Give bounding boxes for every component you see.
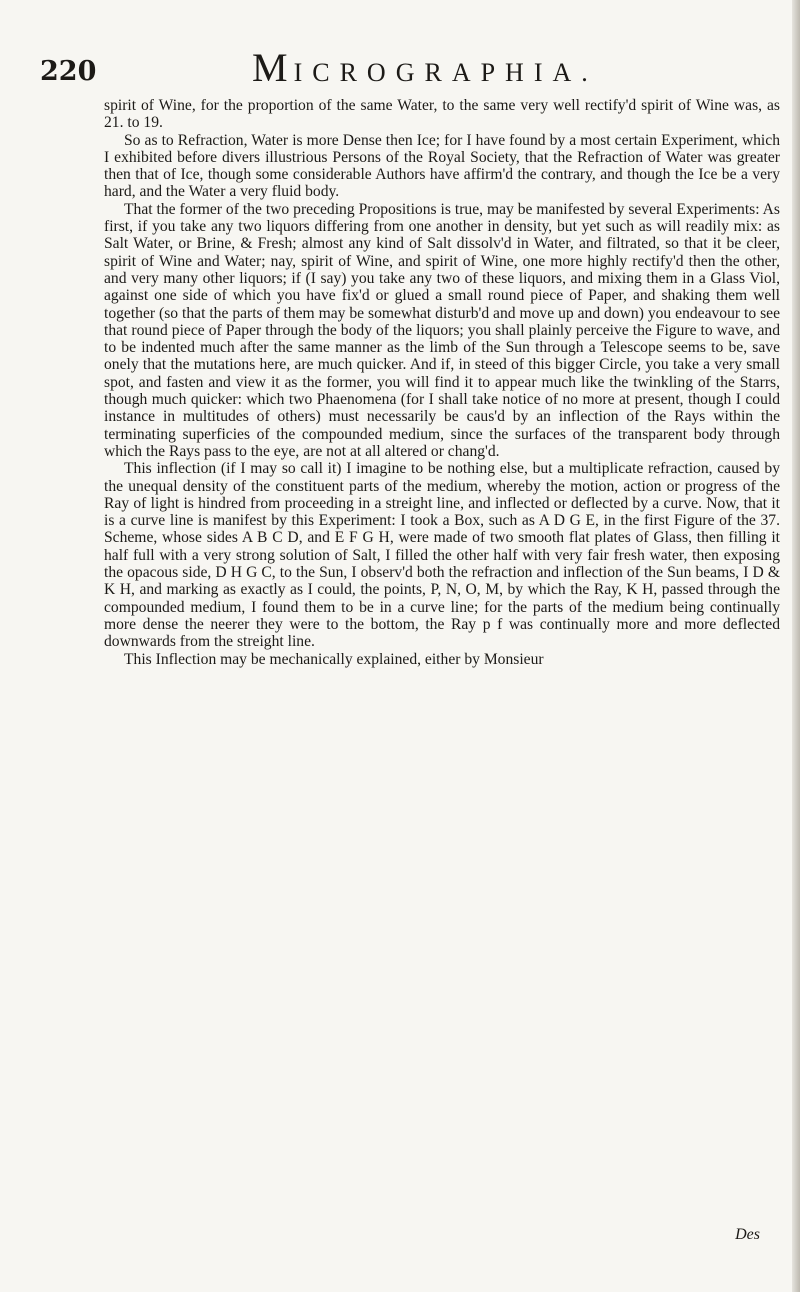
body-text bbox=[104, 97, 780, 668]
running-head bbox=[252, 44, 598, 91]
catchword: Des bbox=[735, 1226, 760, 1243]
paragraph-4: This inflection (if I may so call it) I imagine to be nothing else, but a multiplicate refraction, caused by the unequal density of the constituent parts of the medium, whereby the motion, action or progress of the Ray of light is hindred from proceeding in a streight line, and inflected or deflected by a curve. Now, that it is a curve line is manifest by this Experiment: I took a Box, such as A D G E, in the first Figure of the 37. Scheme, whose sides A B C D, and E F G H, were made of two smooth flat plates of Glass, then filling it half full with a very strong solution of Salt, I filled the other half with very fair fresh water, then exposing the opacous side, D H G C, to the Sun, I observ'd both the refraction and inflection of the Sun beams, I D & K H, and marking as exactly as I could, the points, P, N, O, M, by which the Ray, K H, passed through the compounded medium, I found them to be in a curve line; for the parts of the medium being continually more dense the neerer they were to the bottom, the Ray p f was continually more and more deflected downwards from the streight line. bbox=[104, 460, 780, 651]
running-head-rest: ICROGRAPHIA. bbox=[293, 58, 598, 87]
paragraph-3: That the former of the two preceding Propositions is true, may be manifested by several Experiments: As first, if you take any two liquors differing from one another in density, but yet such as will readily mix: as Salt Water, or Brine, & Fresh; almost any kind of Salt dissolv'd in Water, and filtrated, so that it be cleer, spirit of Wine and Water; nay, spirit of Wine, and spirit of Wine, one more highly rectify'd then the other, and very many other liquors; if (I say) you take any two of these liquors, and mixing them in a Glass Viol, against one side of which you have fix'd or glued a small round piece of Paper, and shaking them well together (so that the parts of them may be somewhat disturb'd and move up and down) you endeavour to see that round piece of Paper through the body of the liquors; you shall plainly perceive the Figure to wave, and to be indented much after the same manner as the limb of the Sun through a Telescope seems to be, save onely that the mutations here, are much quicker. And if, in steed of this bigger Circle, you take a very small spot, and fasten and view it as the former, you will find it to appear much like the twinkling of the Starrs, though much quicker: which two Phaenomena (for I shall take notice of no more at present, though I could instance in multitudes of others) must necessarily be caus'd by an inflection of the Rays within the terminating superficies of the compounded medium, since the surfaces of the transparent body through which the Rays pass to the eye, are not at all altered or chang'd. bbox=[104, 200, 780, 460]
page-number: 220 bbox=[40, 56, 97, 87]
page-edge bbox=[792, 0, 800, 1292]
running-head-initial: M bbox=[252, 45, 294, 90]
paragraph-2: So as to Refraction, Water is more Dense then Ice; for I have found by a most certain Experiment, which I exhibited before divers illustrious Persons of the Royal Society, that the Refraction of Water was greater then that of Ice, though some considerable Authors have affirm'd the contrary, and though the Ice be a very hard, and the Water a very fluid body. bbox=[104, 131, 780, 201]
paragraph-1: spirit of Wine, for the proportion of the same Water, to the same very well rectify'd spirit of Wine was, as 21. to 19. bbox=[104, 97, 780, 132]
paragraph-5: This Inflection may be mechanically explained, either by Monsieur bbox=[124, 650, 544, 668]
